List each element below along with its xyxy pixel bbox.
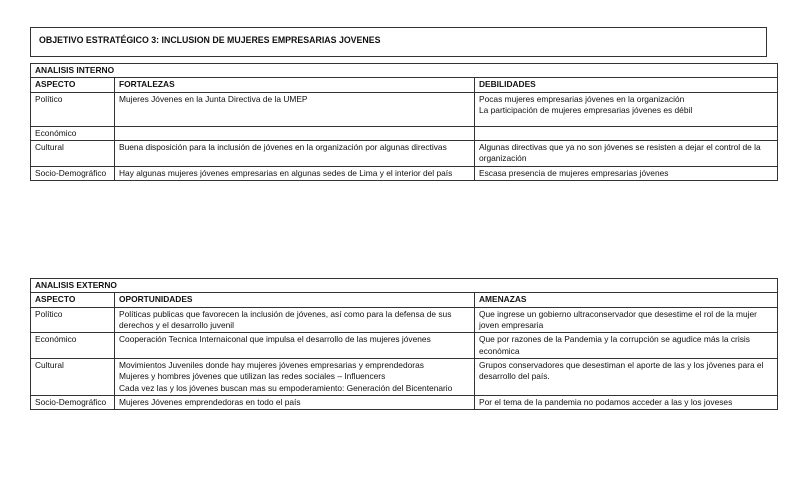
opportunity-cell: [115, 396, 475, 410]
cell-line: Mujeres y hombres jóvenes que utilizan las redes sociales – Influencers: [119, 371, 386, 382]
column-header: AMENAZAS: [475, 293, 778, 307]
column-header: OPORTUNIDADES: [115, 293, 475, 307]
cell-line: Mujeres Jóvenes emprendedoras en todo el país: [119, 397, 301, 408]
strength-cell: [115, 166, 475, 180]
aspect-cell: Económico: [31, 126, 115, 140]
page-title: OBJETIVO ESTRATÉGICO 3: INCLUSION DE MUJERES EMPRESARIAS JOVENES: [30, 27, 767, 57]
aspect-cell: Cultural: [31, 359, 115, 396]
table-row: [31, 92, 778, 126]
strength-cell: [115, 141, 475, 167]
table-row: [31, 126, 778, 140]
opportunity-cell: [115, 359, 475, 396]
cell-line: Buena disposición para la inclusión de jóvenes en la organización por algunas directivas: [119, 142, 447, 153]
table-row: [31, 141, 778, 167]
weakness-cell: [475, 126, 778, 140]
column-header: ASPECTO: [31, 78, 115, 92]
column-header: DEBILIDADES: [475, 78, 778, 92]
internal-analysis-table: [30, 63, 778, 181]
strength-cell: [115, 126, 475, 140]
cell-line: Cada vez las y los jóvenes buscan mas su empoderamiento: Generación del Bicentenario: [119, 382, 453, 393]
cell-line: Grupos conservadores que desestiman el aporte de las y los jóvenes para el desarrollo del país.: [479, 360, 764, 382]
aspect-cell: Socio-Demográfico: [31, 166, 115, 180]
opportunity-cell: [115, 333, 475, 359]
cell-line: Movimientos Juveniles donde hay mujeres jóvenes empresarias y emprendedoras: [119, 360, 424, 371]
table-row: [31, 166, 778, 180]
header-row: [31, 78, 778, 92]
cell-line: Cooperación Tecnica Internaiconal que impulsa el desarrollo de las mujeres jóvenes: [119, 334, 431, 345]
weakness-cell: [475, 166, 778, 180]
opportunity-cell: [115, 307, 475, 333]
column-header: ASPECTO: [31, 293, 115, 307]
table-row: [31, 307, 778, 333]
cell-line: Políticas publicas que favorecen la inclusión de jóvenes, así como para la defensa de sus derechos y el desarrollo juvenil: [119, 308, 452, 331]
threat-cell: [475, 359, 778, 396]
aspect-cell: Económico: [31, 333, 115, 359]
weakness-cell: [475, 92, 778, 126]
threat-cell: [475, 333, 778, 359]
table-row: [31, 333, 778, 359]
aspect-cell: Socio-Demográfico: [31, 396, 115, 410]
strength-cell: [115, 92, 475, 126]
header-row: [31, 293, 778, 307]
cell-line: Por el tema de la pandemia no podamos acceder a las y los joveses: [479, 397, 733, 408]
table-row: [31, 359, 778, 396]
aspect-cell: Político: [31, 92, 115, 126]
cell-line: Mujeres Jóvenes en la Junta Directiva de la UMEP: [119, 93, 308, 104]
external-analysis-table: [30, 278, 778, 410]
cell-line: Que ingrese un gobierno ultraconservador que desestime el rol de la mujer joven empresaria: [479, 308, 757, 331]
column-header: FORTALEZAS: [115, 78, 475, 92]
section-title: ANALISIS EXTERNO: [31, 279, 778, 293]
cell-line: Escasa presencia de mujeres empresarias jóvenes: [479, 167, 669, 178]
cell-line: Que por razones de la Pandemia y la corrupción se agudice más la crisis económica: [479, 334, 750, 356]
cell-line: Hay algunas mujeres jóvenes empresarias en algunas sedes de Lima y el interior del país: [119, 167, 453, 178]
weakness-cell: [475, 141, 778, 167]
threat-cell: [475, 396, 778, 410]
cell-line: La participación de mujeres empresarias jóvenes es débil: [479, 105, 693, 116]
section-title: ANALISIS INTERNO: [31, 64, 778, 78]
cell-line: Algunas directivas que ya no son jóvenes se resisten a dejar el control de la organización: [479, 142, 761, 164]
aspect-cell: Político: [31, 307, 115, 333]
aspect-cell: Cultural: [31, 141, 115, 167]
table-row: [31, 396, 778, 410]
threat-cell: [475, 307, 778, 333]
cell-line: Pocas mujeres empresarias jóvenes en la organización: [479, 93, 685, 104]
